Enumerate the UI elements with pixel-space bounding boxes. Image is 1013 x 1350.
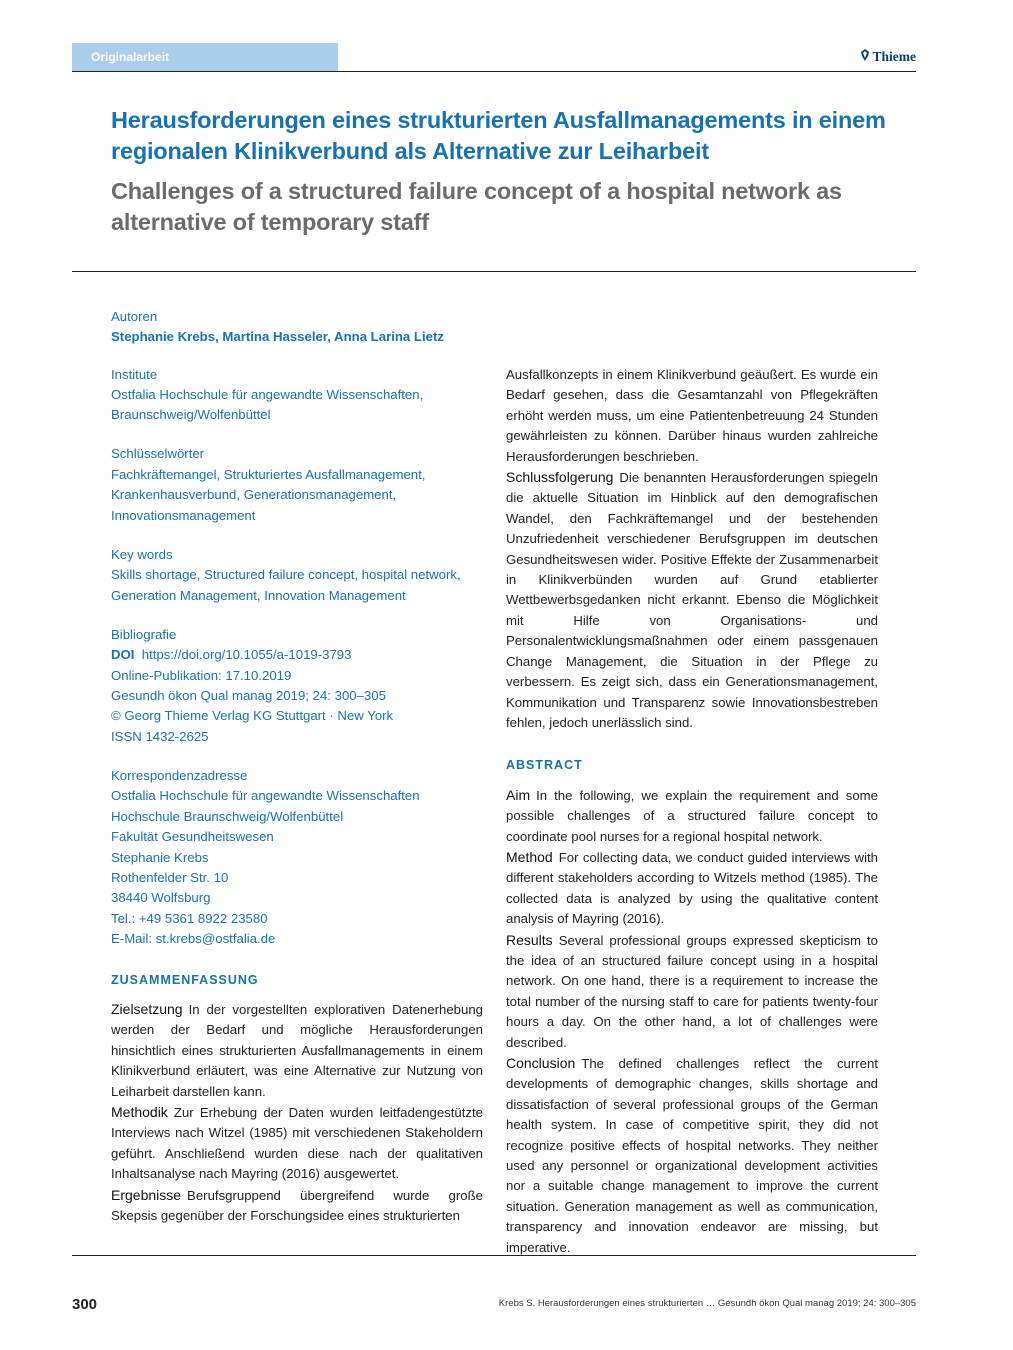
doi-row <box>111 645 486 665</box>
publisher-name: Thieme <box>872 49 916 64</box>
zielsetzung-paragraph <box>111 999 483 1102</box>
correspondence-line: 38440 Wolfsburg <box>111 890 211 905</box>
title-english: Challenges of a structured failure concept of a hospital network as alternative of temporary staff <box>111 178 842 235</box>
correspondence-phone: Tel.: +49 5361 8922 23580 <box>111 911 268 926</box>
correspondence-line: Hochschule Braunschweig/Wolfenbüttel <box>111 809 344 824</box>
aim-label: Aim <box>506 786 531 803</box>
methodik-text: Zur Erhebung der Daten wurden leitfadengestützte Interviews nach Witzel (1985) mit verschiedenen Stakeholdern geführt. Anschließend wurden diese nach der qualitativen Inhaltsanalyse nach Mayring (2016) ausgewertet. <box>111 1105 483 1182</box>
zusammenfassung-heading: ZUSAMMENFASSUNG <box>111 973 259 987</box>
methodik-label: Methodik <box>111 1104 168 1121</box>
authors-list: Stephanie Krebs, Martina Hasseler, Anna Larina Lietz <box>111 329 444 344</box>
title-german: Herausforderungen eines strukturierten Ausfallmanagements in einem regionalen Klinikverbund als Alternative zur Leiharbeit <box>111 107 886 164</box>
title-divider <box>72 271 916 272</box>
keywords-en-heading: Key words <box>111 547 173 562</box>
results-paragraph <box>506 930 878 1053</box>
aim-paragraph <box>506 785 878 847</box>
results-label: Results <box>506 931 553 948</box>
abstract-heading: ABSTRACT <box>506 758 583 773</box>
doi-link[interactable]: https://doi.org/10.1055/a-1019-3793 <box>141 647 352 662</box>
authors-heading: Autoren <box>111 309 158 324</box>
bibliography-heading: Bibliografie <box>111 627 177 642</box>
ergebnisse-paragraph <box>111 1185 483 1227</box>
correspondence-line: Rothenfelder Str. 10 <box>111 870 229 885</box>
methodik-paragraph <box>111 1102 483 1185</box>
keywords-de-line: Krankenhausverbund, Generationsmanagement, <box>111 487 397 502</box>
schluss-label: Schlussfolgerung <box>506 469 614 486</box>
footer-citation: Krebs S. Herausforderungen eines strukturierten … Gesundh ökon Qual manag 2019; 24: 300–305 <box>498 1298 916 1309</box>
method-label: Method <box>506 848 553 865</box>
conclusion-label: Conclusion <box>506 1055 576 1071</box>
footer-divider <box>72 1255 916 1256</box>
right-column <box>506 365 878 1258</box>
keywords-de-line: Fachkräftemangel, Strukturiertes Ausfallmanagement, <box>111 467 426 482</box>
zielsetzung-label: Zielsetzung <box>111 1001 183 1017</box>
page-number: 300 <box>72 1296 98 1313</box>
doi-label: DOI <box>111 647 135 662</box>
method-text: For collecting data, we conduct guided interviews with different stakeholders according to Witzels method (1985). The collected data is analyzed by using the qualitative content analysis of Mayring (2016). <box>506 849 878 927</box>
ergebnisse-text: Berufsgruppend übergreifend wurde große Skepsis gegenüber der Forschungsidee eines strukturierten <box>111 1187 483 1224</box>
publisher-logo <box>860 49 917 65</box>
schluss-paragraph <box>506 467 878 733</box>
zusammenfassung-body <box>111 999 483 1226</box>
keywords-en-line: Skills shortage, Structured failure concept, hospital network, <box>111 567 461 582</box>
aim-text: In the following, we explain the requirement and some possible challenges of a structured failure concept to coordinate pool nurses for a regional hospital network. <box>506 787 878 844</box>
schluss-text: Die benannten Herausforderungen spiegeln die aktuelle Situation im Hinblick auf den demografischen Wandel, den Fachkräftemangel und der bestehenden Unzufriedenheit verschiedener Berufsgruppen im deutschen Gesundheitswesen wider. Positive Effekte der Zusammenarbeit in Klinikverbünden wurden auf Grund etablierter Wettbewerbsgedanken nicht erkannt. Ebenso die Möglichkeit mit Hilfe von Organisations- und Personalentwicklungsmaßnahmen oder einem passgenauen Change Management, die Situation in der Pflege zu verbessern. Es zeigt sich, dass ein Generationsmanagement, Kommunikation und Transparenz sowie Innovationsbestreben fehlen, jedoch unerlässlich sind. <box>506 470 878 730</box>
correspondence-line: Ostfalia Hochschule für angewandte Wissenschaften <box>111 788 420 803</box>
header-divider <box>72 71 916 72</box>
results-text: Several professional groups expressed skepticism to the idea of an structured failure concept using in a hospital network. On one hand, there is a requirement to increase the total number of the nursing staff to care for patients twenty-four hours a day. On the other hand, a lot of challenges were described. <box>506 932 878 1050</box>
keywords-de-heading: Schlüsselwörter <box>111 446 205 461</box>
bibliography-line: © Georg Thieme Verlag KG Stuttgart · New York <box>111 708 394 723</box>
zielsetzung-text: In der vorgestellten explorativen Datenerhebung werden der Bedarf und mögliche Herausforderungen hinsichtlich eines strukturierten Ausfallmanagements in einem Klinikverbund erläutert, was eine Alternative zur Nutzung von Leiharbeit darstellen kann. <box>111 1002 483 1099</box>
keywords-en-line: Generation Management, Innovation Management <box>111 588 406 603</box>
method-paragraph <box>506 847 878 930</box>
keywords-de-line: Innovationsmanagement <box>111 508 256 523</box>
ergebnisse-label: Ergebnisse <box>111 1186 182 1203</box>
correspondence-heading: Korrespondenzadresse <box>111 768 248 783</box>
thieme-emblem-icon <box>860 49 870 65</box>
correspondence-line: Fakultät Gesundheitswesen <box>111 829 274 844</box>
correspondence-email[interactable]: E-Mail: st.krebs@ostfalia.de <box>111 931 276 946</box>
article-type-label: Originalarbeit <box>91 50 170 64</box>
institute-heading: Institute <box>111 367 158 382</box>
institute-line: Ostfalia Hochschule für angewandte Wissenschaften, <box>111 387 424 402</box>
conclusion-paragraph <box>506 1053 878 1258</box>
conclusion-text: The defined challenges reflect the current developments of demographic changes, skills shortage and dissatisfaction of several professional groups of the German health system. In case of competitive spirit, they did not recognize positive effects of hospital networks. They neither used any personnel or organizational development activities nor a suitable change management to improve the current situation. Generation management as well as communication, transparency and innovation endeavor are missing, but imperative. <box>506 1056 878 1255</box>
institute-line: Braunschweig/Wolfenbüttel <box>111 407 271 422</box>
bibliography-line: ISSN 1432-2625 <box>111 729 209 744</box>
ergebnisse-continuation: Ausfallkonzepts in einem Klinikverbund geäußert. Es wurde ein Bedarf gesehen, dass die Gesamtanzahl von Pflegekräften erhöht werden muss, um eine Patientenbetreuung 24 Stunden gewährleisten zu können. Darüber hinaus wurden zahlreiche Herausforderungen beschrieben. <box>506 367 878 464</box>
bibliography-line: Online-Publikation: 17.10.2019 <box>111 668 292 683</box>
correspondence-line: Stephanie Krebs <box>111 850 209 865</box>
bibliography-line: Gesundh ökon Qual manag 2019; 24: 300–305 <box>111 688 386 703</box>
